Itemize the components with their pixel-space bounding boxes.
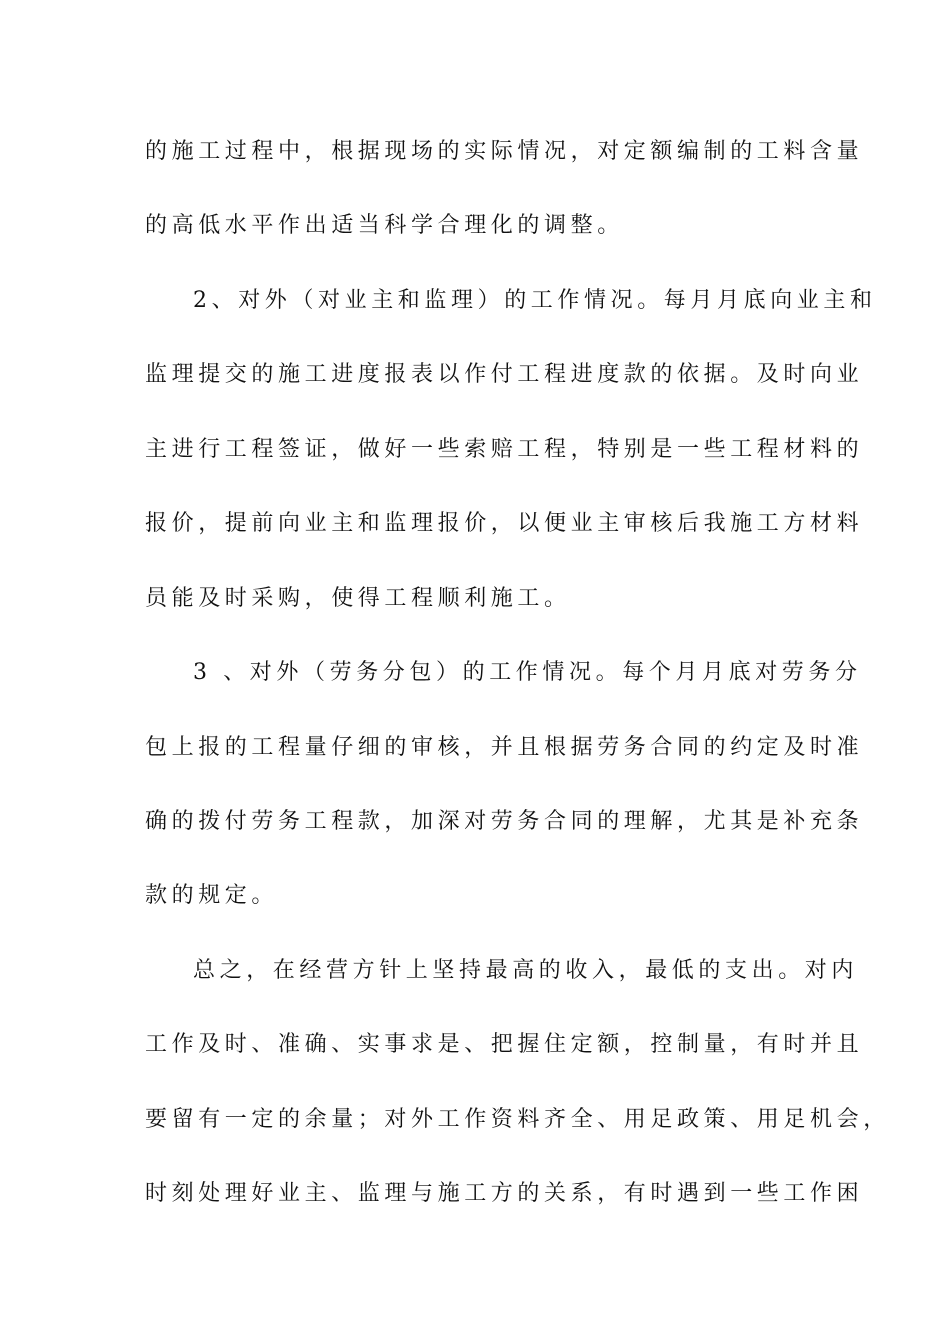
body-text-line: 确的拨付劳务工程款，加深对劳务合同的理解，尤其是补充条	[145, 809, 864, 834]
body-text-line: 员能及时采购，使得工程顺利施工。	[145, 586, 571, 611]
body-text-line: 包上报的工程量仔细的审核，并且根据劳务合同的约定及时准	[145, 735, 864, 760]
body-text-line: 的施工过程中，根据现场的实际情况，对定额编制的工料含量	[145, 139, 864, 164]
body-text-line: 监理提交的施工进度报表以作付工程进度款的依据。及时向业	[145, 362, 864, 387]
body-text-line: 要留有一定的余量；对外工作资料齐全、用足政策、用足机会，	[145, 1107, 890, 1132]
paragraph-2-first-line: 2、对外（对业主和监理）的工作情况。每月月底向业主和	[193, 288, 877, 313]
body-text-line: 报价，提前向业主和监理报价，以便业主审核后我施工方材料	[145, 511, 864, 536]
body-text-line: 主进行工程签证，做好一些索赔工程，特别是一些工程材料的	[145, 437, 864, 462]
summary-paragraph-first-line: 总之，在经营方针上坚持最高的收入，最低的支出。对内	[193, 958, 859, 983]
body-text-line: 时刻处理好业主、监理与施工方的关系，有时遇到一些工作困	[145, 1181, 864, 1206]
body-text-line: 工作及时、准确、实事求是、把握住定额，控制量，有时并且	[145, 1032, 864, 1057]
paragraph-3-first-line: 3 、对外（劳务分包）的工作情况。每个月月底对劳务分	[193, 660, 862, 685]
body-text-line: 的高低水平作出适当科学合理化的调整。	[145, 213, 624, 238]
body-text-line: 款的规定。	[145, 883, 279, 908]
